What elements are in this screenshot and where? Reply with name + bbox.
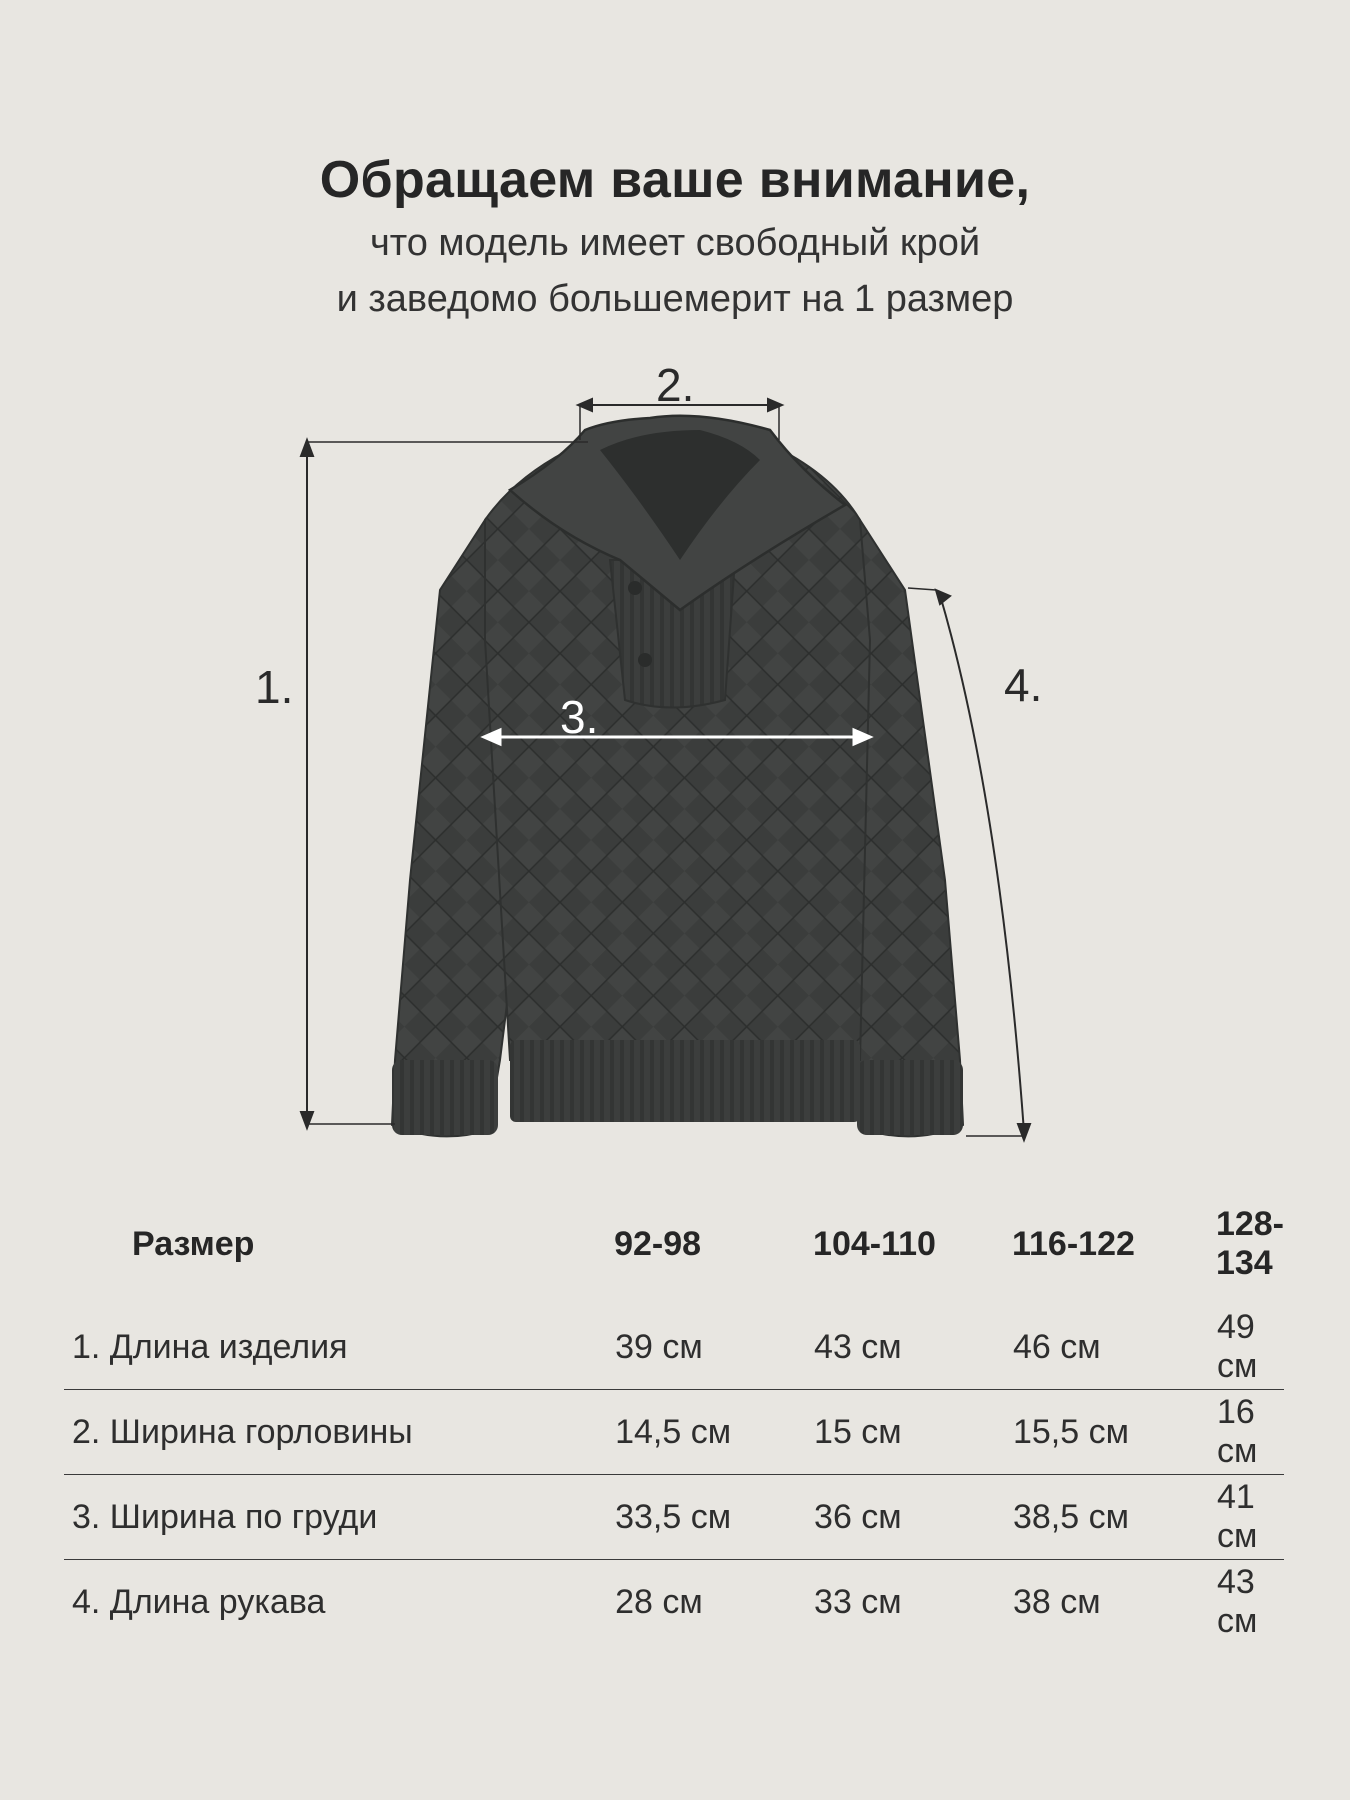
table-cell: 49 см (1216, 1305, 1284, 1390)
button-1 (628, 581, 642, 595)
size-column-header: 104-110 (813, 1224, 936, 1263)
table-cell: 28 см (615, 1582, 703, 1621)
table-row (64, 1475, 1284, 1560)
table-cell: 38 см (1012, 1582, 1101, 1621)
subheadline-line-1: что модель имеет свободный крой (369, 222, 981, 264)
row-label: 3. Ширина по груди (64, 1475, 614, 1560)
measure-label-chest: 3. (560, 691, 599, 743)
size-column-header: 128-134 (1215, 1205, 1284, 1282)
table-cell: 43 см (813, 1305, 1012, 1390)
table-cell: 33 см (814, 1582, 902, 1621)
table-row (64, 1390, 1284, 1475)
row-label: 2. Ширина горловины (64, 1390, 614, 1475)
right-cuff (857, 1060, 963, 1135)
measure-label-sleeve: 4. (1004, 659, 1043, 711)
size-chart-table (64, 1205, 1284, 1644)
table-row (64, 1560, 1284, 1645)
button-2 (638, 653, 652, 667)
size-column-header: 92-98 (614, 1224, 702, 1263)
table-cell: 15 см (813, 1390, 1012, 1475)
table-cell: 39 см (614, 1305, 813, 1390)
table-cell: 36 см (813, 1475, 1012, 1560)
measure-label-neck: 2. (656, 359, 695, 411)
table-cell: 16 см (1216, 1390, 1284, 1475)
table-row (64, 1305, 1284, 1390)
row-label: 1. Длина изделия (64, 1305, 614, 1390)
table-cell: 41 см (1216, 1475, 1284, 1560)
table-cell: 14,5 см (614, 1390, 813, 1475)
size-column-header: 116-122 (1011, 1224, 1135, 1263)
size-header-label: Размер (132, 1224, 255, 1263)
size-header-row (64, 1205, 1284, 1305)
hem-rib (510, 1040, 860, 1122)
table-cell: 43 см (1216, 1563, 1258, 1640)
table-cell: 46 см (1012, 1305, 1216, 1390)
headline: Обращаем ваше внимание, (319, 151, 1031, 209)
row-label: 4. Длина рукава (72, 1582, 326, 1621)
subheadline-line-2: и заведомо большемерит на 1 размер (336, 278, 1014, 320)
left-cuff (392, 1060, 498, 1135)
table-cell: 15,5 см (1012, 1390, 1216, 1475)
measure-label-length: 1. (255, 661, 294, 713)
table-cell: 33,5 см (614, 1475, 813, 1560)
table-cell: 38,5 см (1012, 1475, 1216, 1560)
